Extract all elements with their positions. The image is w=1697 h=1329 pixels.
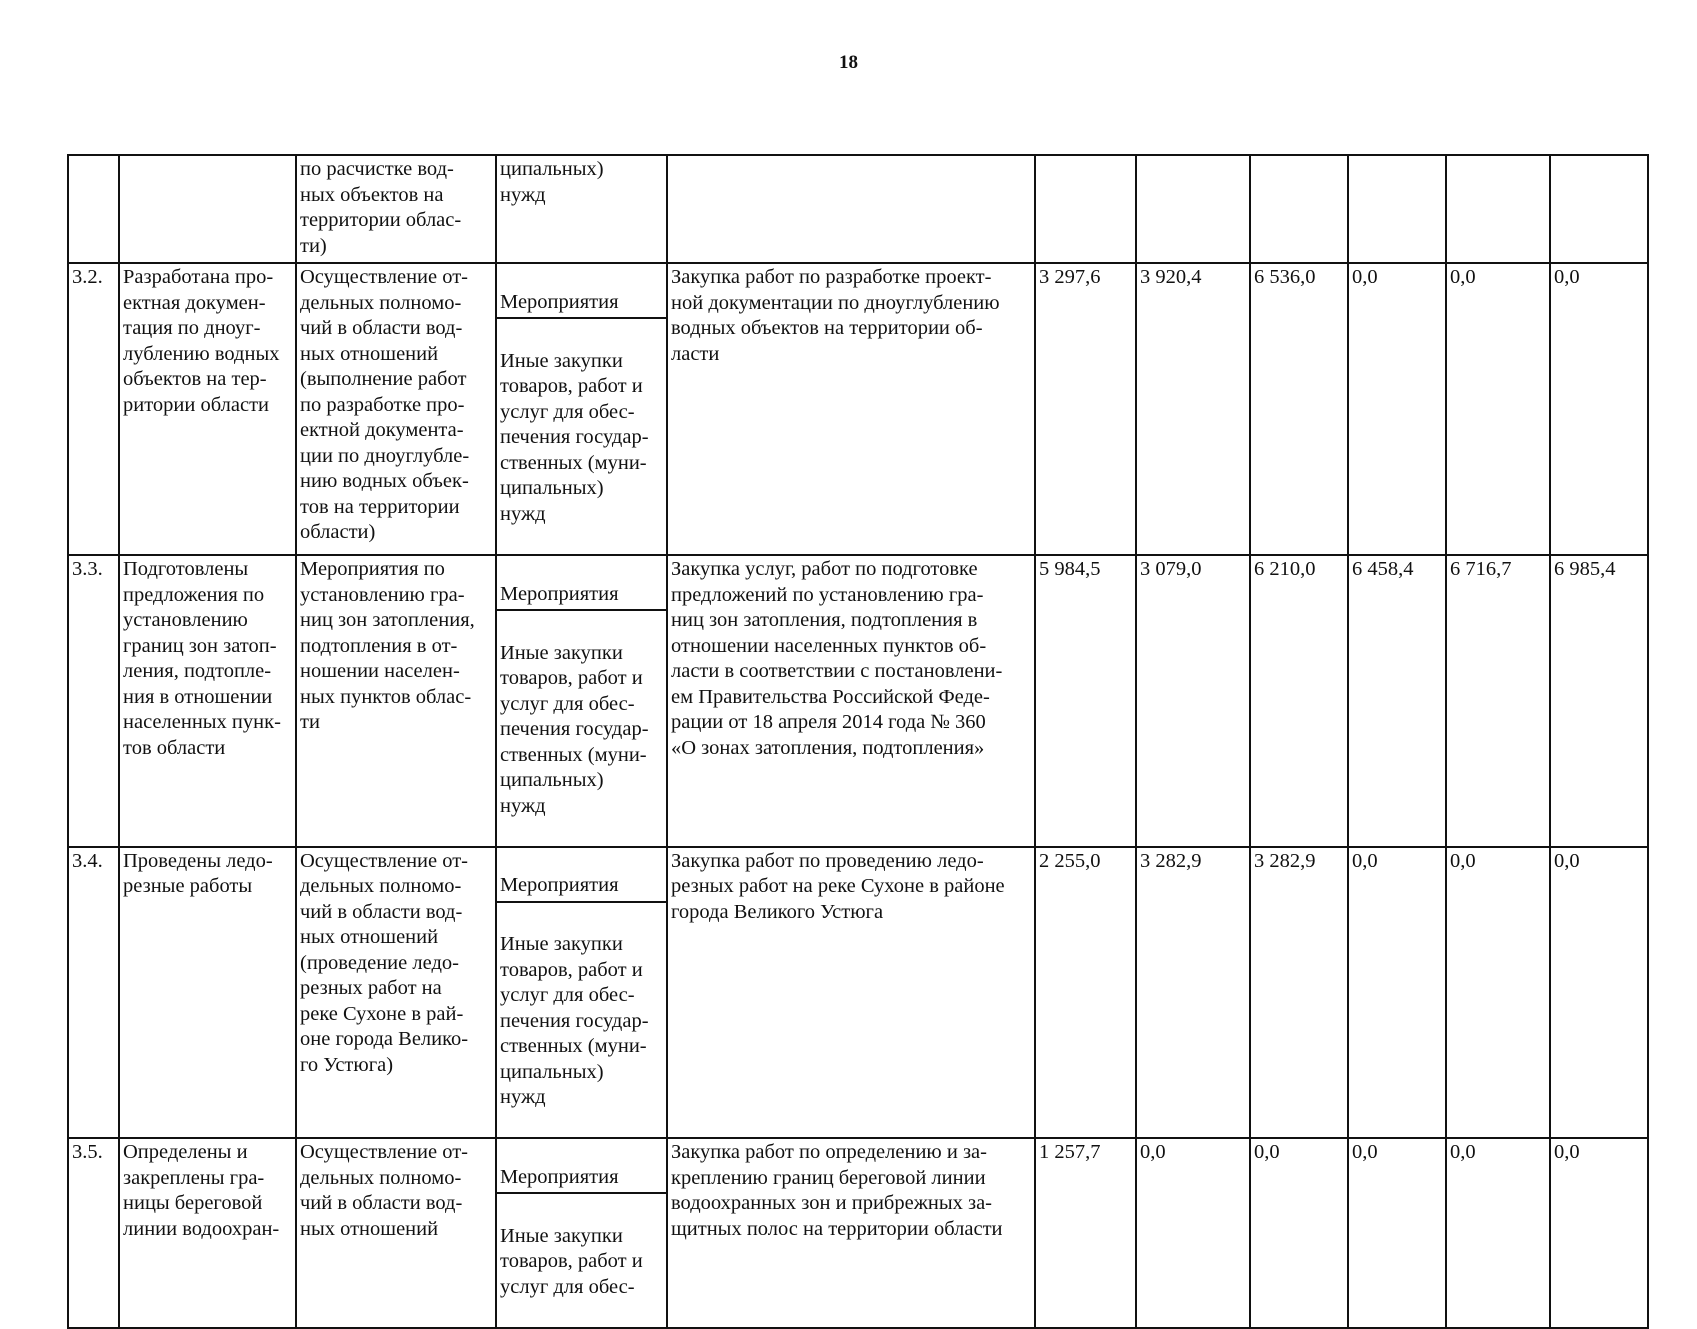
expense-type-cell: [496, 847, 667, 1139]
row-number: 3.3.: [68, 555, 119, 847]
activity-basis: Мероприятия по установлению гра- ниц зон затопления, подтопления в от- ношении населен- ных пунктов облас- ти: [296, 555, 496, 847]
expected-result: Подготовлены предложения по установлению границ зон затоп- ления, подтопле- ния в отношении населенных пунк- тов области: [119, 555, 296, 847]
expense-type: Иные закупки товаров, работ и услуг для обес- печения государ- ственных (муни- ципальных) нужд: [500, 641, 649, 817]
amount-cell: 6 210,0: [1250, 555, 1348, 847]
amount-cell: 0,0: [1446, 1138, 1550, 1328]
expense-type: Иные закупки товаров, работ и услуг для обес- печения государ- ственных (муни- ципальных) нужд: [500, 349, 649, 525]
expense-category: Мероприятия: [497, 582, 666, 612]
amount-cell: 6 536,0: [1250, 263, 1348, 555]
amount-cell: 0,0: [1550, 1138, 1648, 1328]
activity-basis: Осуществление от- дельных полномо- чий в области вод- ных отношений (проведение ледо- резных работ на реке Сухоне в рай- оне города Велико- го Устюга): [296, 847, 496, 1139]
expense-description: Закупка работ по проведению ледо- резных работ на реке Сухоне в районе города Великого Устюга: [667, 847, 1035, 1139]
expense-category: Мероприятия: [497, 1165, 666, 1195]
amount-cell: [1550, 155, 1648, 263]
amount-cell: 0,0: [1550, 263, 1648, 555]
amount-cell: 6 458,4: [1348, 555, 1446, 847]
table-row: [68, 155, 1648, 263]
amount-cell: 0,0: [1550, 847, 1648, 1139]
expense-type-cell: [496, 263, 667, 555]
amount-cell: 3 079,0: [1136, 555, 1250, 847]
amount-cell: 5 984,5: [1035, 555, 1136, 847]
amount-cell: 0,0: [1446, 263, 1550, 555]
amount-cell: [1446, 155, 1550, 263]
expense-type: Иные закупки товаров, работ и услуг для обес-: [500, 1224, 643, 1298]
amount-cell: [1136, 155, 1250, 263]
amount-cell: 3 297,6: [1035, 263, 1136, 555]
expected-result: [119, 155, 296, 263]
amount-cell: 1 257,7: [1035, 1138, 1136, 1328]
table-row: [68, 263, 1648, 555]
amount-cell: 6 716,7: [1446, 555, 1550, 847]
expense-category: Мероприятия: [497, 873, 666, 903]
amount-cell: 0,0: [1348, 263, 1446, 555]
row-number: [68, 155, 119, 263]
expected-result: Определены и закреплены гра- ницы береговой линии водоохран-: [119, 1138, 296, 1328]
amount-cell: 0,0: [1250, 1138, 1348, 1328]
amount-cell: 0,0: [1446, 847, 1550, 1139]
expense-description: [667, 155, 1035, 263]
table-row: [68, 1138, 1648, 1328]
expected-result: Проведены ледо- резные работы: [119, 847, 296, 1139]
amount-cell: [1348, 155, 1446, 263]
amount-cell: 3 282,9: [1136, 847, 1250, 1139]
row-number: 3.4.: [68, 847, 119, 1139]
amount-cell: [1035, 155, 1136, 263]
expense-type-cell: [496, 555, 667, 847]
activity-basis: по расчистке вод- ных объектов на территории облас- ти): [296, 155, 496, 263]
amount-cell: 0,0: [1348, 847, 1446, 1139]
program-activities-table: [67, 154, 1649, 1329]
amount-cell: [1250, 155, 1348, 263]
amount-cell: 2 255,0: [1035, 847, 1136, 1139]
activity-basis: Осуществление от- дельных полномо- чий в области вод- ных отношений: [296, 1138, 496, 1328]
expense-description: Закупка услуг, работ по подготовке предложений по установлению гра- ниц зон затопления, подтопления в отношении населенных пунктов об- ласти в соответствии с постановлени- ем Правительства Российской Феде- рации от 18 апреля 2014 года № 360 «О зонах затопления, подтопления»: [667, 555, 1035, 847]
activity-basis: Осуществление от- дельных полномо- чий в области вод- ных отношений (выполнение работ по разработке про- ектной документа- ции по дноуглубле- нию водных объек- тов на территории области): [296, 263, 496, 555]
expense-description: Закупка работ по определению и за- креплению границ береговой линии водоохранных зон и прибрежных за- щитных полос на территории области: [667, 1138, 1035, 1328]
expense-description: Закупка работ по разработке проект- ной документации по дноуглублению водных объектов на территории об- ласти: [667, 263, 1035, 555]
expense-type: Иные закупки товаров, работ и услуг для обес- печения государ- ственных (муни- ципальных) нужд: [500, 933, 649, 1108]
amount-cell: 3 282,9: [1250, 847, 1348, 1139]
row-number: 3.5.: [68, 1138, 119, 1328]
expense-type: ципальных) нужд: [496, 155, 667, 263]
amount-cell: 6 985,4: [1550, 555, 1648, 847]
page-number: 18: [839, 52, 858, 73]
amount-cell: 0,0: [1348, 1138, 1446, 1328]
table-row: [68, 847, 1648, 1139]
table-row: [68, 555, 1648, 847]
expense-type-cell: [496, 1138, 667, 1328]
row-number: 3.2.: [68, 263, 119, 555]
expense-category: Мероприятия: [497, 290, 666, 320]
amount-cell: 0,0: [1136, 1138, 1250, 1328]
expected-result: Разработана про- ектная докумен- тация по дноуг- лублению водных объектов на тер- ритории области: [119, 263, 296, 555]
amount-cell: 3 920,4: [1136, 263, 1250, 555]
